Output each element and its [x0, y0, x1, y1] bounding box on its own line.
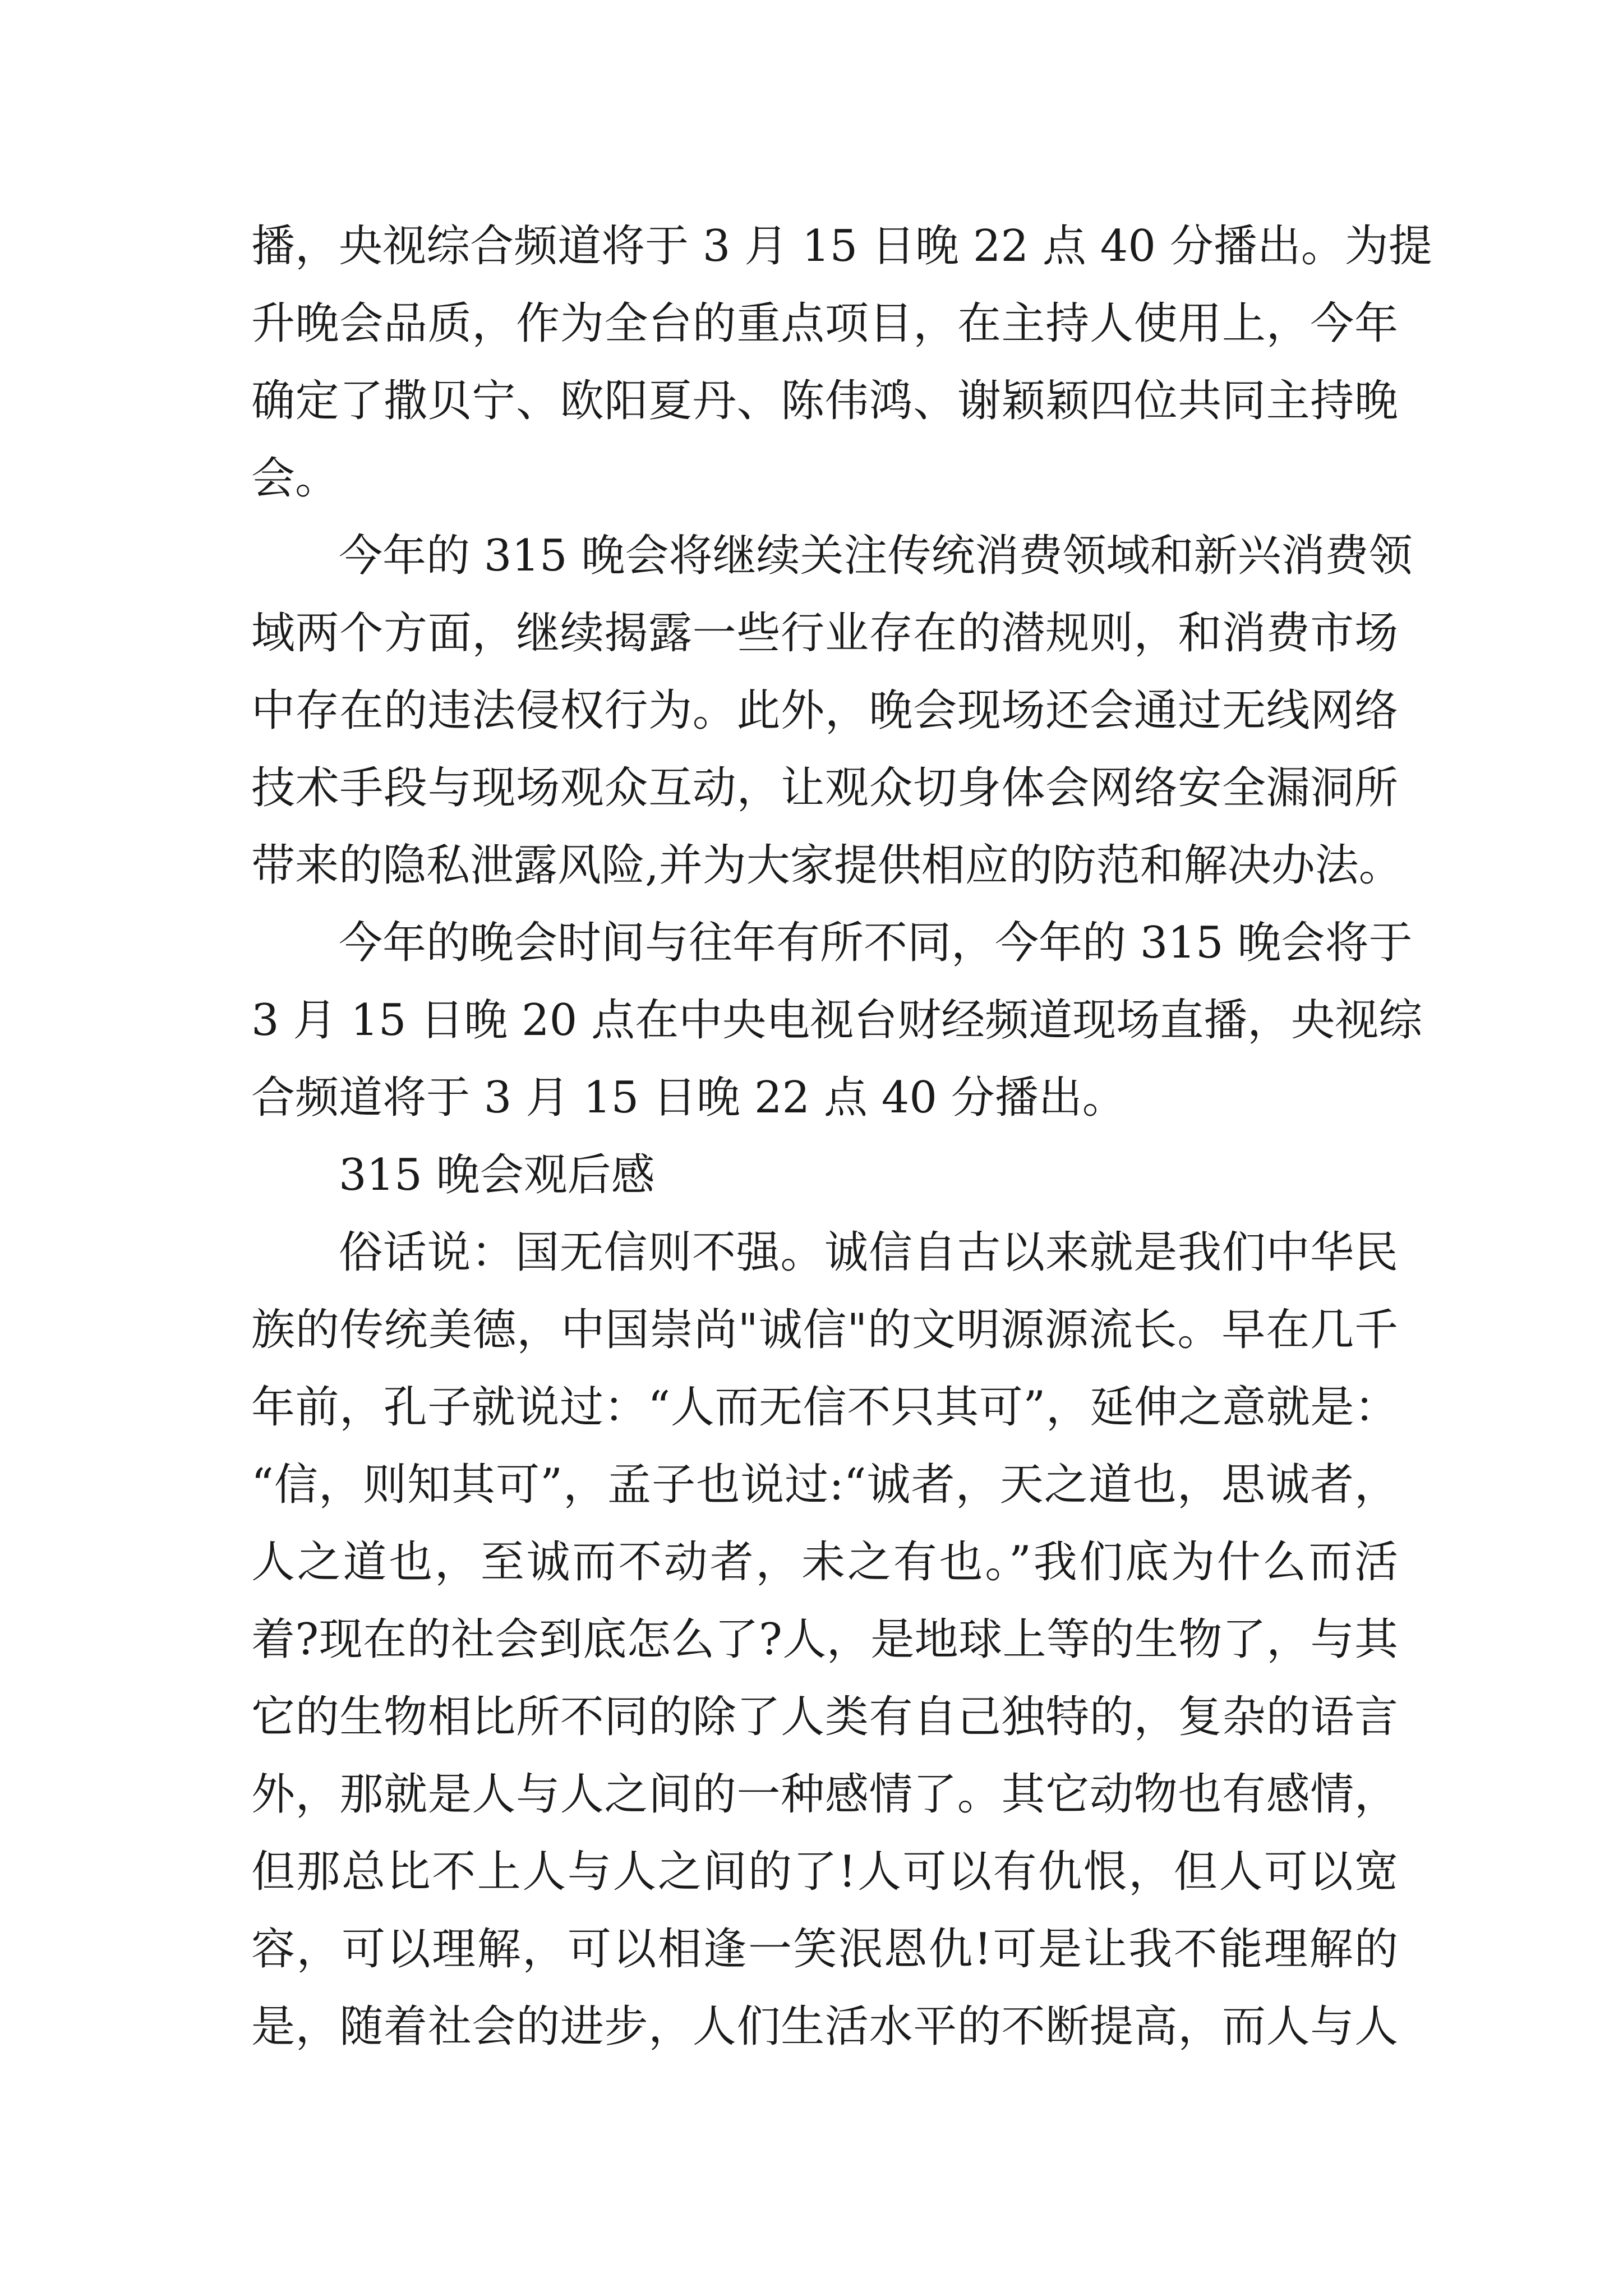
text-line: 中存在的违法侵权行为。此外，晚会现场还会通过无线网络	[251, 685, 1398, 736]
text-line: 确定了撒贝宁、欧阳夏丹、陈伟鸿、谢颖颖四位共同主持晚	[251, 376, 1398, 426]
text-line: 族的传统美德，中国崇尚"诚信"的文明源源流长。早在几千	[251, 1305, 1398, 1355]
text-line: 播，央视综合频道将于 3 月 15 日晚 22 点 40 分播出。为提	[251, 221, 1432, 272]
text-line: 会。	[251, 453, 339, 504]
text-line: 但那总比不上人与人之间的了!人可以有仇恨，但人可以宽	[251, 1847, 1398, 1897]
text-line: 着?现在的社会到底怎么了?人，是地球上等的生物了，与其	[251, 1614, 1398, 1665]
text-line: 带来的隐私泄露风险,并为大家提供相应的防范和解决办法。	[251, 840, 1403, 891]
section-heading: 315 晚会观后感	[339, 1150, 655, 1200]
text-line: 它的生物相比所不同的除了人类有自己独特的，复杂的语言	[251, 1692, 1398, 1742]
text-line: “信，则知其可”，孟子也说过:“诚者，天之道也，思诚者，	[251, 1460, 1398, 1510]
paragraph-first-line: 今年的晚会时间与往年有所不同，今年的 315 晚会将于	[339, 918, 1413, 968]
text-line: 年前，孔子就说过：“人而无信不只其可”，延伸之意就是：	[251, 1382, 1398, 1433]
text-line: 容，可以理解，可以相逢一笑泯恩仇!可是让我不能理解的	[251, 1924, 1398, 1975]
text-line: 是，随着社会的进步，人们生活水平的不断提高，而人与人	[251, 2001, 1398, 2052]
text-line: 3 月 15 日晚 20 点在中央电视台财经频道现场直播，央视综	[251, 995, 1423, 1046]
body-text	[251, 208, 1432, 2065]
text-line: 技术手段与现场观众互动，让观众切身体会网络安全漏洞所	[251, 763, 1398, 813]
paragraph-first-line: 今年的 315 晚会将继续关注传统消费领域和新兴消费领	[339, 531, 1413, 581]
text-line: 人之道也，至诚而不动者，未之有也。”我们底为什么而活	[251, 1537, 1398, 1588]
text-line: 合频道将于 3 月 15 日晚 22 点 40 分播出。	[251, 1073, 1126, 1123]
text-line: 外，那就是人与人之间的一种感情了。其它动物也有感情，	[251, 1769, 1398, 1820]
text-line: 域两个方面，继续揭露一些行业存在的潜规则，和消费市场	[251, 608, 1398, 659]
text-line: 升晚会品质，作为全台的重点项目，在主持人使用上，今年	[251, 298, 1398, 349]
paragraph-first-line: 俗话说：国无信则不强。诚信自古以来就是我们中华民	[339, 1227, 1398, 1278]
